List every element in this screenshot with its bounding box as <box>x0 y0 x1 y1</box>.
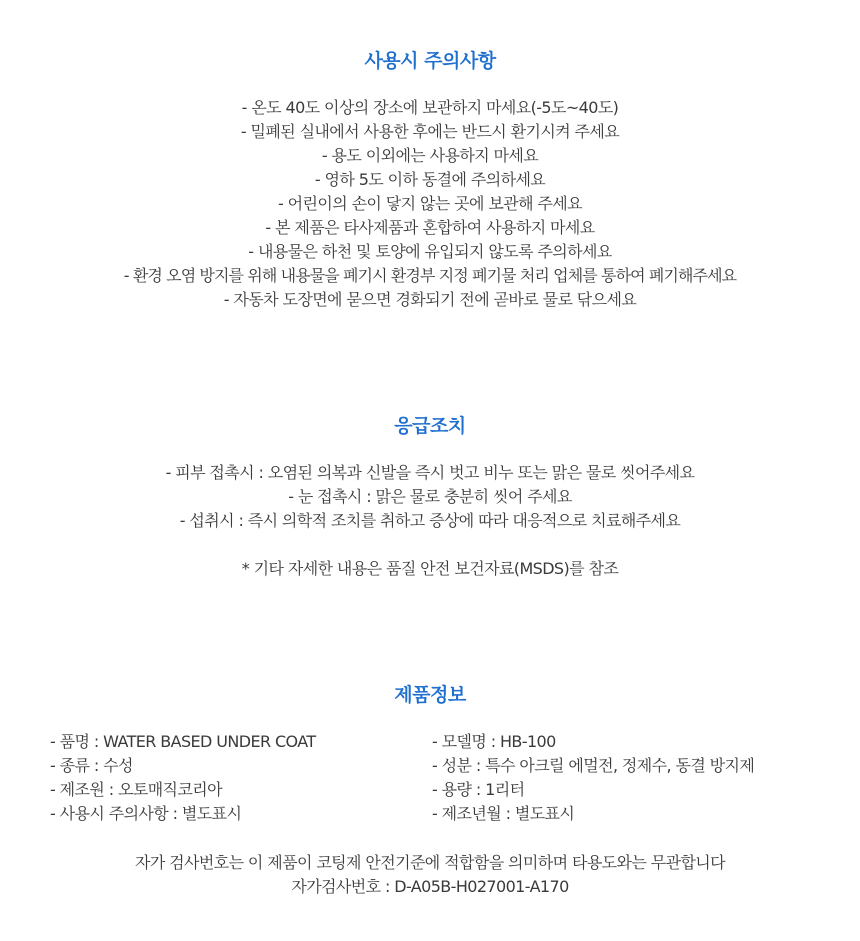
precaution-line: - 영하 5도 이하 동결에 주의하세요 <box>314 170 546 189</box>
precaution-line: - 온도 40도 이상의 장소에 보관하지 마세요(-5도~40도) <box>241 98 619 117</box>
precautions-list <box>0 96 860 312</box>
product-info-item: - 성분 : 특수 아크릴 에멀전, 정제수, 동결 방지제 <box>432 756 755 775</box>
product-info-right-column <box>432 730 754 826</box>
precaution-line: - 내용물은 하천 및 토양에 유입되지 않도록 주의하세요 <box>248 242 612 261</box>
product-info-item: - 품명 : WATER BASED UNDER COAT <box>50 732 316 751</box>
product-info-item: - 모델명 : HB-100 <box>432 732 556 751</box>
precaution-line: - 밀폐된 실내에서 사용한 후에는 반드시 환기시켜 주세요 <box>240 122 620 141</box>
msds-note: * 기타 자세한 내용은 품질 안전 보건자료(MSDS)를 참조 <box>241 559 619 578</box>
product-info-title: 제품정보 <box>394 684 466 706</box>
first-aid-line: - 눈 접촉시 : 맑은 물로 충분히 씻어 주세요 <box>288 487 572 506</box>
inspection-block <box>0 851 860 899</box>
precaution-line: - 자동차 도장면에 묻으면 경화되기 전에 곧바로 물로 닦으세요 <box>223 290 637 309</box>
precaution-line: - 용도 이외에는 사용하지 마세요 <box>321 146 539 165</box>
first-aid-list <box>0 461 860 533</box>
first-aid-title: 응급조치 <box>394 415 466 437</box>
precaution-line: - 환경 오염 방지를 위해 내용물을 폐기시 환경부 지정 폐기물 처리 업체를 통하여 폐기해주세요 <box>123 266 737 285</box>
precaution-line: - 본 제품은 타사제품과 혼합하여 사용하지 마세요 <box>265 218 595 237</box>
first-aid-line: - 피부 접촉시 : 오염된 의복과 신발을 즉시 벗고 비누 또는 맑은 물로 씻어주세요 <box>165 463 695 482</box>
product-info-item: - 제조원 : 오토매직코리아 <box>50 780 222 799</box>
precaution-line: - 어린이의 손이 닿지 않는 곳에 보관해 주세요 <box>278 194 582 213</box>
product-info-left-column <box>50 730 316 826</box>
inspection-notice: 자가 검사번호는 이 제품이 코팅제 안전기준에 적합함을 의미하며 타용도와는 무관합니다 <box>134 853 726 872</box>
first-aid-line: - 섭취시 : 즉시 의학적 조치를 취하고 증상에 따라 대응적으로 치료해주세요 <box>179 511 681 530</box>
product-info-item: - 종류 : 수성 <box>50 756 133 775</box>
product-info-item: - 사용시 주의사항 : 별도표시 <box>50 804 242 823</box>
product-info-item: - 제조년월 : 별도표시 <box>432 804 575 823</box>
inspection-number: 자가검사번호 : D-A05B-H027001-A170 <box>291 877 569 896</box>
precautions-title: 사용시 주의사항 <box>364 50 496 72</box>
product-info-item: - 용량 : 1리터 <box>432 780 525 799</box>
